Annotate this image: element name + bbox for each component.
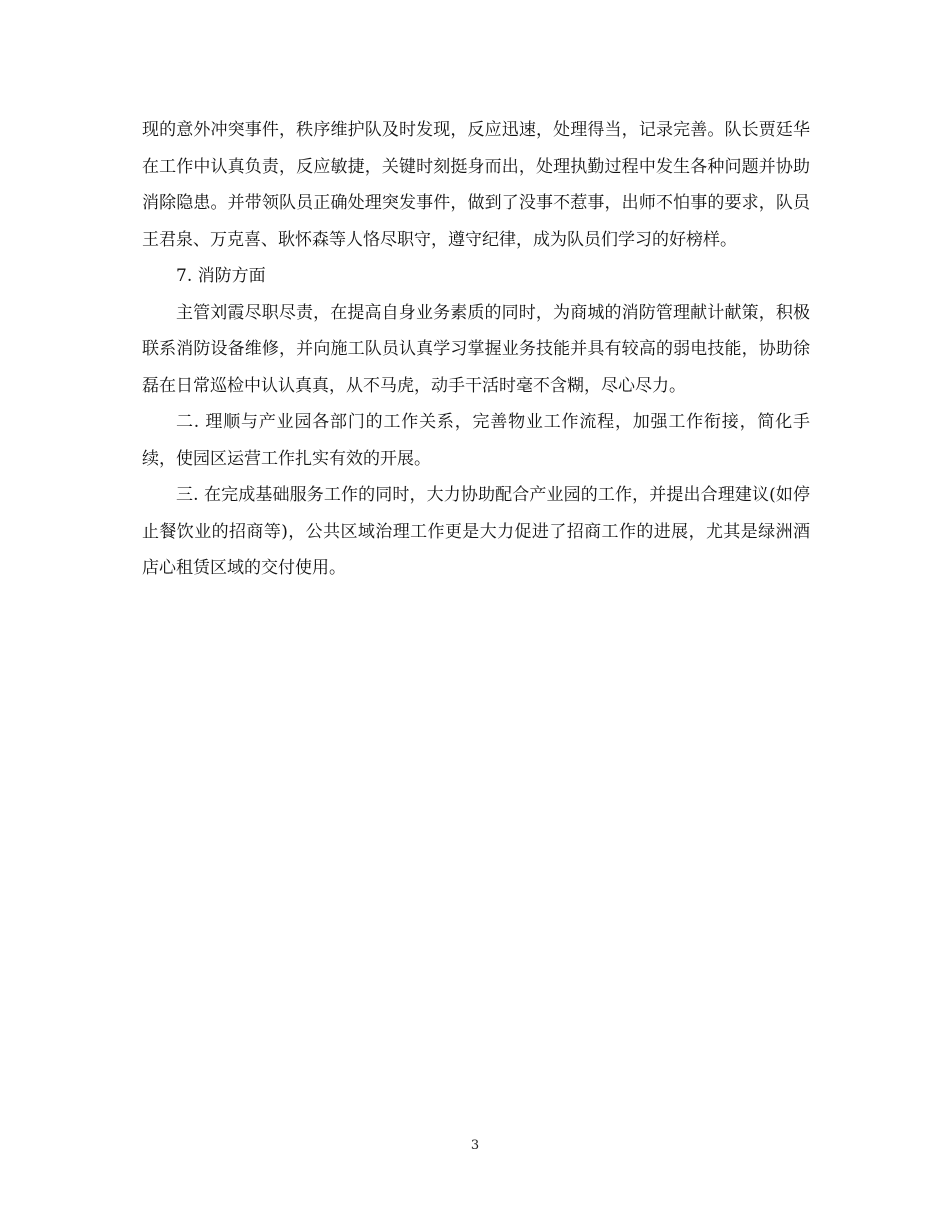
paragraph-security-team: 现的意外冲突事件，秩序维护队及时发现，反应迅速，处理得当，记录完善。队长贾廷华在工作中认真负责，反应敏捷，关键时刻挺身而出，处理执勤过程中发生各种问题并协助消除隐患。并带领队员正确处理突发事件，做到了没事不惹事，出师不怕事的要求，队员王君泉、万克喜、耿怀森等人恪尽职守，遵守纪律，成为队员们学习的好榜样。: [142, 120, 810, 250]
paragraph-fire-safety: 主管刘霞尽职尽责，在提高自身业务素质的同时，为商城的消防管理献计献策，积极联系消防设备维修，并向施工队员认真学习掌握业务技能并具有较高的弱电技能，协助徐磊在日常巡检中认认真真，从不马虎，动手干活时毫不含糊，尽心尽力。: [142, 302, 810, 396]
document-body: [142, 112, 810, 587]
page-number: 3: [470, 1138, 480, 1153]
paragraph-section-two: 二. 理顺与产业园各部门的工作关系，完善物业工作流程，加强工作衔接，简化手续，使园区运营工作扎实有效的开展。: [142, 412, 810, 469]
section-heading-fire-safety: 7. 消防方面: [176, 266, 266, 286]
paragraph-section-three: 三. 在完成基础服务工作的同时，大力协助配合产业园的工作，并提出合理建议(如停止餐饮业的招商等)，公共区域治理工作更是大力促进了招商工作的进展，尤其是绿洲酒店心租赁区域的交付使用。: [142, 485, 810, 578]
